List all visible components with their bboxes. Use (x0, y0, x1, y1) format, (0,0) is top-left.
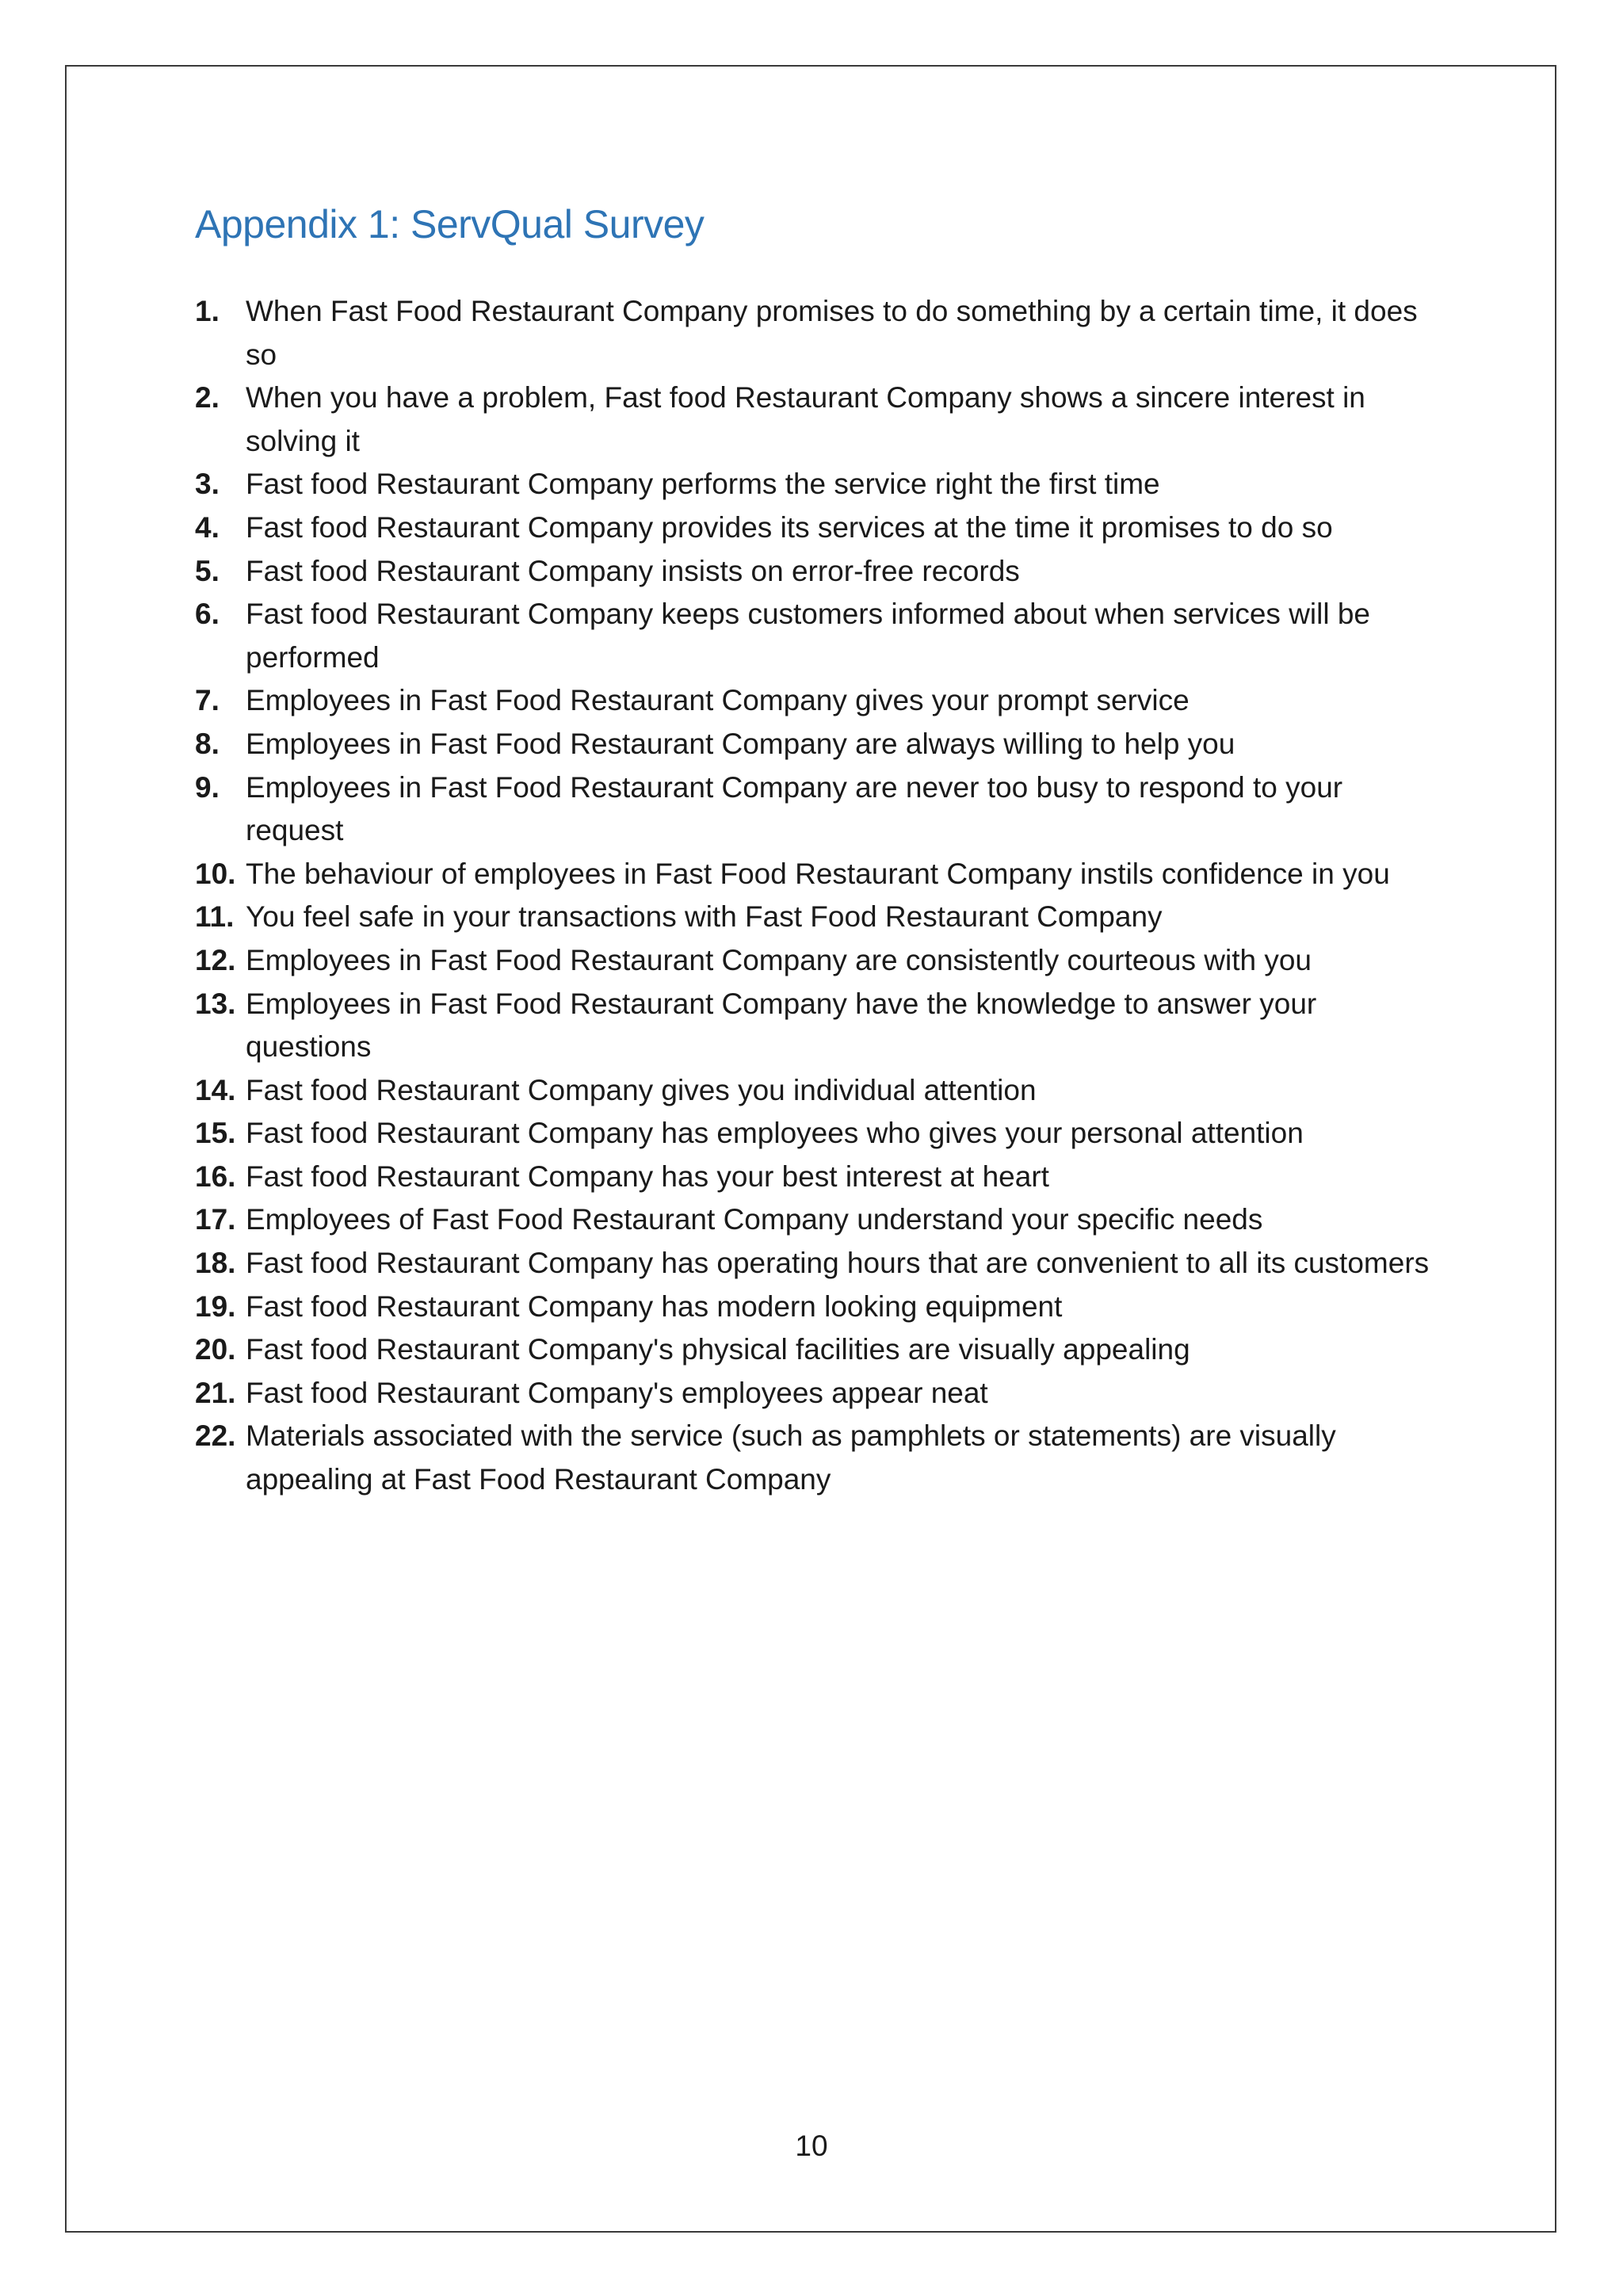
question-text: You feel safe in your transactions with Fast Food Restaurant Company (246, 900, 1163, 934)
page-content (195, 197, 1431, 1502)
question-number: 12. (195, 943, 236, 976)
question-text: Fast food Restaurant Company has modern looking equipment (246, 1289, 1063, 1323)
survey-question (195, 1156, 1431, 1199)
page-number: 10 (795, 2130, 828, 2162)
survey-question (195, 1112, 1431, 1156)
survey-question (195, 1415, 1431, 1501)
question-number: 19. (195, 1289, 236, 1323)
survey-question (195, 376, 1431, 463)
page-title: Appendix 1: ServQual Survey (195, 202, 705, 246)
question-number: 9. (195, 770, 220, 804)
question-number: 14. (195, 1073, 236, 1106)
question-number: 2. (195, 381, 220, 415)
question-number: 13. (195, 987, 236, 1020)
question-number: 18. (195, 1247, 236, 1280)
question-number: 7. (195, 684, 220, 717)
survey-question (195, 1069, 1431, 1113)
survey-question-list (195, 290, 1431, 1502)
survey-question (195, 1242, 1431, 1286)
question-number: 1. (195, 295, 220, 327)
question-text: Fast food Restaurant Company performs the service right the first time (246, 468, 1160, 501)
survey-question (195, 853, 1431, 896)
survey-question (195, 896, 1431, 939)
survey-question (195, 550, 1431, 594)
question-text: Fast food Restaurant Company has employees who gives your personal attention (246, 1117, 1304, 1150)
question-text: When Fast Food Restaurant Company promises to do something by a certain time, it does so (246, 295, 1418, 371)
question-text: The behaviour of employees in Fast Food Restaurant Company instils confidence in you (246, 857, 1390, 890)
question-text: Fast food Restaurant Company gives you individual attention (246, 1073, 1037, 1106)
question-number: 4. (195, 510, 220, 544)
survey-question (195, 1198, 1431, 1242)
question-number: 8. (195, 727, 220, 760)
question-number: 15. (195, 1117, 236, 1150)
question-number: 3. (195, 468, 220, 501)
question-text: Employees in Fast Food Restaurant Company are always willing to help you (246, 727, 1235, 760)
survey-question (195, 290, 1431, 376)
survey-question (195, 463, 1431, 506)
survey-question (195, 983, 1431, 1069)
question-number: 17. (195, 1203, 236, 1236)
question-text: Fast food Restaurant Company has your best interest at heart (246, 1159, 1049, 1193)
question-text: Employees in Fast Food Restaurant Company are consistently courteous with you (246, 943, 1312, 976)
survey-question (195, 506, 1431, 550)
question-text: Fast food Restaurant Company insists on error-free records (246, 554, 1020, 587)
question-number: 21. (195, 1376, 236, 1409)
question-number: 10. (195, 857, 236, 890)
question-text: Employees of Fast Food Restaurant Company understand your specific needs (246, 1203, 1263, 1236)
question-text: Materials associated with the service (such as pamphlets or statements) are visually appealing at Fast Food Restaurant Company (246, 1419, 1336, 1496)
survey-question (195, 1372, 1431, 1415)
question-text: Employees in Fast Food Restaurant Company have the knowledge to answer your questions (246, 987, 1317, 1064)
question-text: When you have a problem, Fast food Restaurant Company shows a sincere interest in solving it (246, 381, 1365, 457)
question-text: Fast food Restaurant Company has operating hours that are convenient to all its customers (246, 1247, 1430, 1280)
question-number: 22. (195, 1419, 236, 1453)
question-text: Fast food Restaurant Company's employees appear neat (246, 1376, 988, 1409)
question-text: Fast food Restaurant Company's physical facilities are visually appealing (246, 1333, 1190, 1366)
question-number: 11. (195, 900, 235, 934)
question-text: Employees in Fast Food Restaurant Company gives your prompt service (246, 684, 1190, 717)
question-text: Fast food Restaurant Company keeps customers informed about when services will be performed (246, 598, 1371, 674)
survey-question (195, 939, 1431, 983)
survey-question (195, 679, 1431, 723)
question-text: Employees in Fast Food Restaurant Company are never too busy to respond to your request (246, 770, 1343, 847)
survey-question (195, 1328, 1431, 1372)
survey-question (195, 766, 1431, 853)
survey-question (195, 1286, 1431, 1329)
survey-question (195, 593, 1431, 679)
question-number: 6. (195, 598, 220, 631)
question-text: Fast food Restaurant Company provides its services at the time it promises to do so (246, 510, 1333, 544)
question-number: 16. (195, 1159, 236, 1193)
question-number: 5. (195, 554, 220, 587)
survey-question (195, 723, 1431, 766)
question-number: 20. (195, 1333, 236, 1366)
